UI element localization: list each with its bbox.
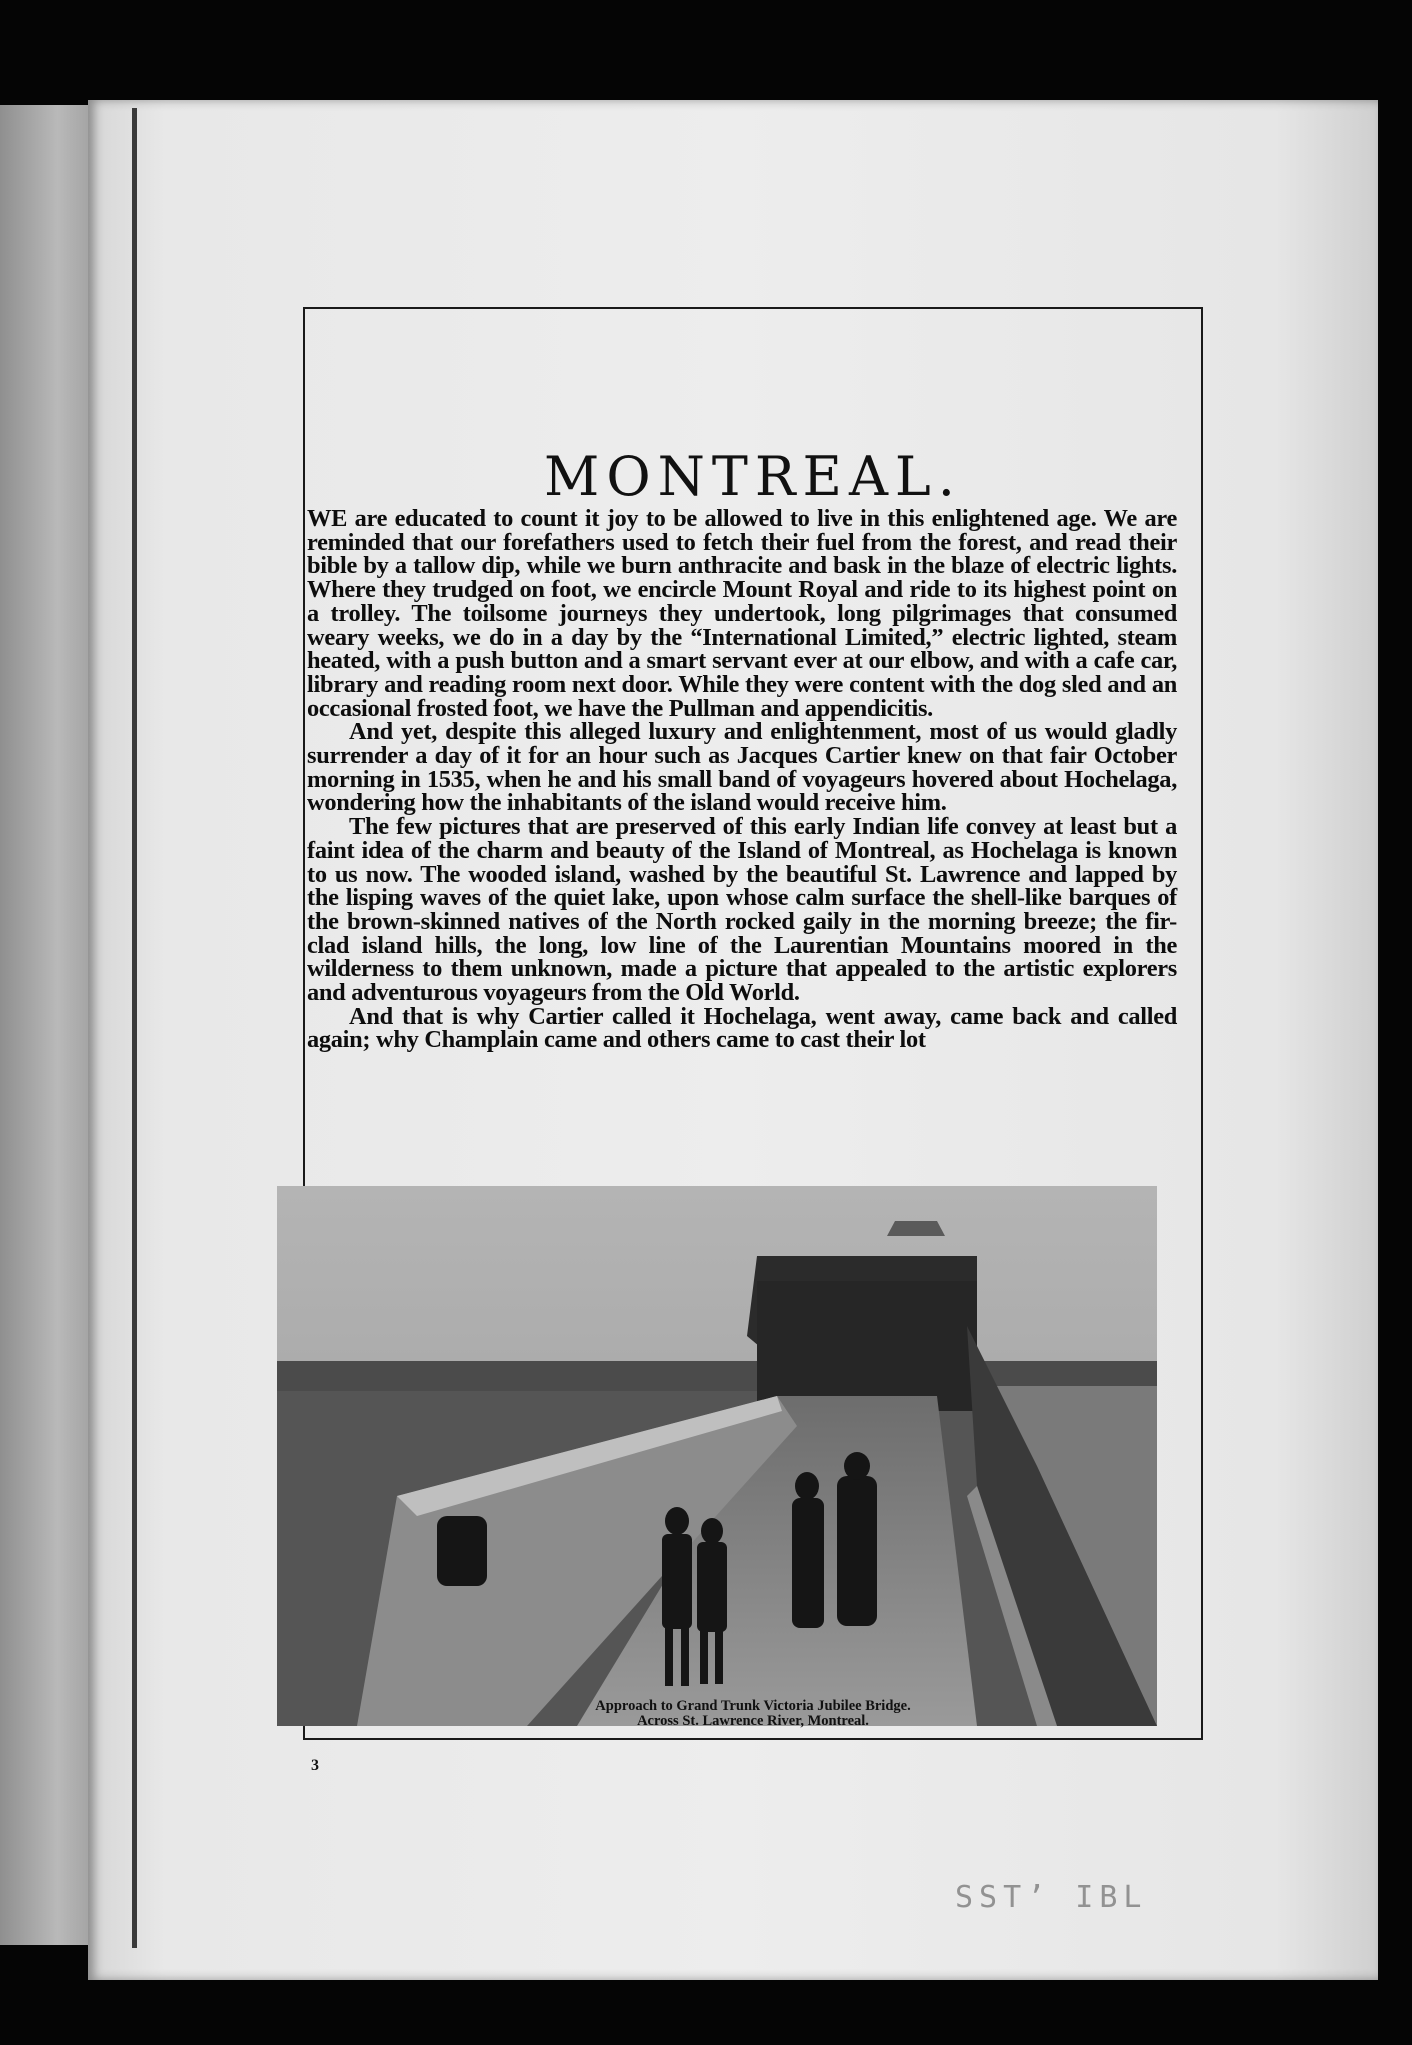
article-body <box>305 507 1177 1052</box>
library-stamp: SST’ IBL <box>955 1880 1148 1915</box>
bridge-photograph <box>277 1186 1157 1726</box>
caption-line-2: Across St. Lawrence River, Montreal. <box>637 1713 869 1729</box>
page-frame <box>303 307 1203 1740</box>
page-spine <box>132 108 137 1948</box>
paragraph-4: And that is why Cartier called it Hochelaga, went away, came back and called again; why Champlain came and others came to cast their lot <box>307 1002 1177 1054</box>
page-number: 3 <box>311 1757 319 1774</box>
paragraph-2: And yet, despite this alleged luxury and enlightenment, most of us would gladly surrender a day of it for an hour such as Jacques Cartier knew on that fair October morning in 1535, when he and his small band of voyageurs hovered about Hochelaga, wondering how the inhabitants of the island would receive him. <box>307 718 1177 817</box>
photo-caption <box>305 1699 1201 1729</box>
paragraph-1 <box>307 507 1177 720</box>
bridge-photo-illustration <box>277 1186 1157 1726</box>
page-title: MONTREAL. <box>544 445 962 509</box>
paragraph-1-text: WE are educated to count it joy to be allowed to live in this enlightened age. We are reminded that our forefathers used to fetch their fuel from the forest, and read their bible by a tallow dip, while we burn anthracite and bask in the blaze of electric lights. Where they trudged on foot, we encircle Mount Royal and ride to its highest point on a trolley. The toilsome journeys they undertook, long pilgrimages that consumed weary weeks, we do in a day by the “International Limited,” electric lighted, steam heated, with a push button and a smart servant ever at our elbow, and with a cafe car, library and reading room next door. While they were content with the dog sled and an occasional frosted foot, we have the Pullman and appendicitis. <box>307 505 1177 722</box>
paragraph-3: The few pictures that are preserved of this early Indian life convey at least but a faint idea of the charm and beauty of the Island of Montreal, as Hochelaga is known to us now. The wooded island, washed by the beautiful St. Lawrence and lapped by the lisping waves of the quiet lake, upon whose calm surface the shell-like barques of the brown-skinned natives of the North rocked gaily in the morning breeze; the fir-clad island hills, the long, low line of the Laurentian Mountains moored in the wilderness to them unknown, made a picture that appealed to the artistic explorers and adventurous voyageurs from the Old World. <box>307 813 1177 1007</box>
caption-line-1: Approach to Grand Trunk Victoria Jubilee Bridge. <box>595 1698 911 1714</box>
